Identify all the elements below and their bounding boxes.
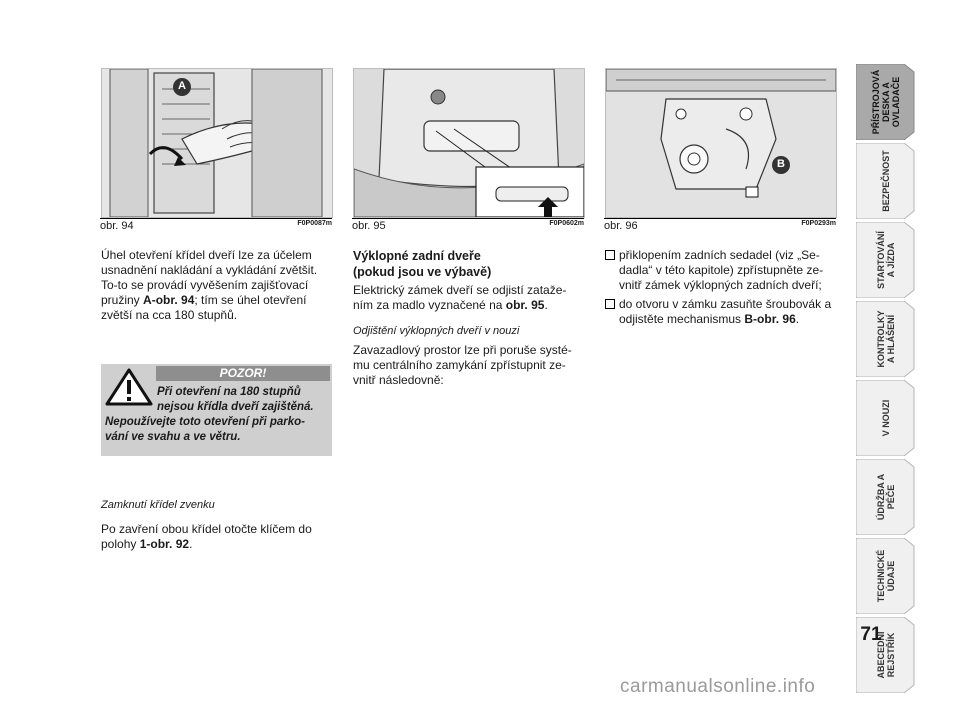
col2-para1-text: Elektrický zámek dveří se odjistí zataže-ním za madlo vyznačené na bbox=[353, 283, 567, 312]
col3-bullet-1-text: přiklopením zadních sedadel (viz „Se-dadla“ v této kapitole) zpřístupněte ze-vnitř zámek výklopných zadních dveří; bbox=[619, 248, 824, 292]
col2-heading-2: (pokud jsou ve výbavě) bbox=[353, 265, 492, 279]
tab-bezpecnost[interactable] bbox=[856, 143, 916, 219]
col3-bullet-1 bbox=[605, 248, 837, 293]
figure-94-caption: obr. 94 bbox=[100, 220, 134, 232]
col1-para2-end: . bbox=[189, 537, 193, 551]
col3-bullet-2-end: . bbox=[795, 312, 800, 326]
warning-line-1: Při otevření na 180 stupňů bbox=[157, 386, 301, 398]
figure-96-code: F0P0293m bbox=[801, 220, 836, 227]
col1-para1-text: Úhel otevření křídel dveří lze za účelem usnadnění nakládání a vykládání zvětšit. To-to se provádí vyvěšením zajišťovací pružiny bbox=[101, 248, 318, 307]
figure-94-illustration bbox=[101, 68, 333, 218]
figure-95-illustration bbox=[353, 68, 585, 218]
tab-kontrolky[interactable] bbox=[856, 301, 916, 377]
figure-94-caption-row bbox=[100, 218, 332, 233]
warning-line-2: nejsou křídla dveří zajištěná. bbox=[157, 401, 314, 413]
tab-label: ABECEDNÍ REJSTŘÍK bbox=[876, 631, 896, 679]
checkbox-square-icon bbox=[605, 299, 615, 309]
tab-label: TECHNICKÉ ÚDAJE bbox=[876, 549, 896, 603]
tab-v-nouzi[interactable] bbox=[856, 380, 916, 456]
page-number: 71 bbox=[860, 624, 882, 645]
figure-95-code: F0P0602m bbox=[549, 220, 584, 227]
col2-heading-1: Výklopné zadní dveře bbox=[353, 249, 481, 263]
checkbox-square-icon bbox=[605, 250, 615, 260]
tab-pristrojova-deska[interactable] bbox=[856, 64, 916, 140]
tab-label: PŘÍSTROJOVÁ DESKA A OVLADAČE bbox=[871, 69, 901, 135]
col1-para2-text: Po zavření obou křídel otočte klíčem do polohy bbox=[101, 522, 312, 551]
col1-para1-ref: A-obr. 94 bbox=[143, 293, 195, 307]
callout-label-a: A bbox=[178, 80, 186, 92]
figure-95-caption-row bbox=[352, 218, 584, 233]
watermark: carmanualsonline.info bbox=[620, 676, 816, 697]
tab-label: KONTROLKY A HLÁŠENÍ bbox=[876, 310, 896, 368]
col3-bullets bbox=[605, 248, 837, 331]
col1-paragraph-1 bbox=[101, 248, 333, 323]
figure-96-illustration bbox=[605, 68, 837, 218]
tab-udrzba[interactable] bbox=[856, 459, 916, 535]
col1-subheading: Zamknutí křídel zvenku bbox=[101, 499, 215, 511]
tab-startovani[interactable] bbox=[856, 222, 916, 298]
col2-para1-end: . bbox=[544, 298, 548, 312]
col1-section-lock-outside bbox=[101, 498, 333, 552]
warning-line-4: vání ve svahu a ve větru. bbox=[105, 431, 241, 443]
figure-96-caption-row bbox=[604, 218, 836, 233]
warning-line-3: Nepoužívejte toto otevření při parko- bbox=[105, 416, 305, 428]
col2-paragraph-2: Zavazadlový prostor lze při poruše systé-mu centrálního zamykání zpřístupnit ze-vnitř následovně: bbox=[353, 343, 572, 387]
col2-subheading: Odjištění výklopných dveří v nouzi bbox=[353, 325, 520, 337]
tab-label: ÚDRŽBA A PÉČE bbox=[876, 473, 896, 521]
tab-technicke-udaje[interactable] bbox=[856, 538, 916, 614]
figure-96-caption: obr. 96 bbox=[604, 220, 638, 232]
tab-label: STARTOVÁNÍ A JÍZDA bbox=[876, 231, 896, 289]
col1-para1-end: ; tím se úhel otevření zvětší na cca 180 stupňů. bbox=[101, 293, 307, 322]
figure-95-caption: obr. 95 bbox=[352, 220, 386, 232]
tab-label: V NOUZI bbox=[881, 399, 891, 437]
col1-para2-ref: 1-obr. 92 bbox=[139, 537, 190, 551]
col2-content bbox=[353, 248, 585, 388]
col3-bullet-2-text: do otvoru v zámku zasuňte šroubovák a odjistěte mechanismus bbox=[619, 297, 832, 326]
col3-bullet-2 bbox=[605, 297, 837, 327]
warning-box bbox=[101, 364, 332, 456]
warning-title: POZOR! bbox=[156, 366, 330, 381]
callout-label-b: B bbox=[777, 158, 785, 170]
col2-para1-ref: obr. 95 bbox=[505, 298, 545, 312]
warning-text bbox=[105, 385, 329, 445]
tab-label: BEZPEČNOST bbox=[881, 150, 891, 212]
col3-bullet-2-ref: B-obr. 96 bbox=[744, 312, 796, 326]
figure-94-code: F0P0087m bbox=[297, 220, 332, 227]
